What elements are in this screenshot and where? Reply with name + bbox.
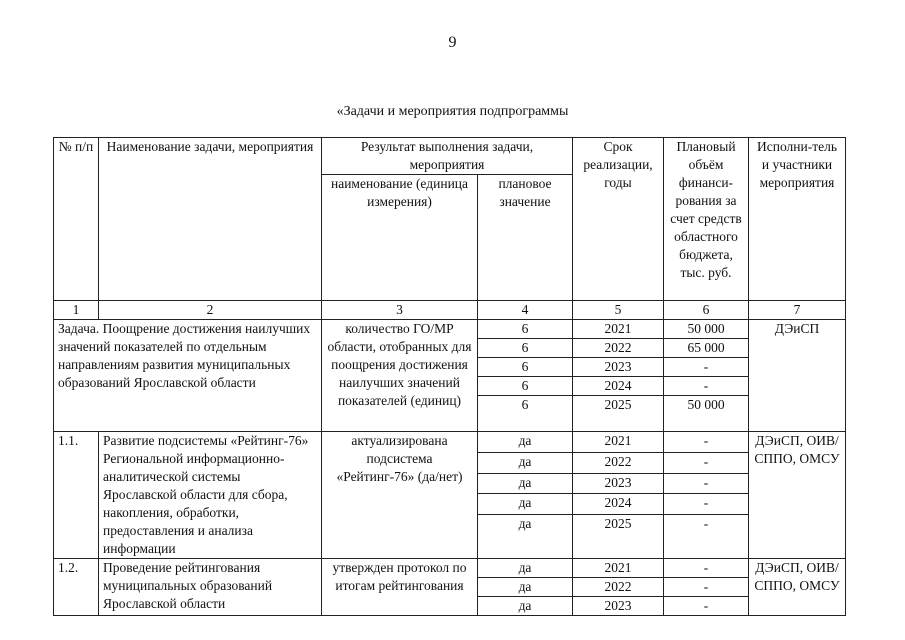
year: 2022 <box>573 339 664 358</box>
planned-value: 6 <box>478 358 573 377</box>
measure-result-name: утвержден протокол по итогам рейтингования <box>322 559 478 616</box>
year: 2021 <box>573 320 664 339</box>
planned-value: 6 <box>478 339 573 358</box>
year: 2024 <box>573 494 664 515</box>
funding: - <box>664 473 749 494</box>
year: 2022 <box>573 452 664 473</box>
planned-value: да <box>478 432 573 453</box>
section-heading: «Задачи и мероприятия подпрограммы <box>336 104 569 119</box>
year: 2023 <box>573 597 664 616</box>
funding: - <box>664 494 749 515</box>
planned-value: 6 <box>478 377 573 396</box>
funding: - <box>664 358 749 377</box>
header-row <box>54 138 846 175</box>
measure-executor: ДЭиСП, ОИВ/СППО, ОМСУ <box>749 432 846 559</box>
measure-executor: ДЭиСП, ОИВ/СППО, ОМСУ <box>749 559 846 616</box>
planned-value: 6 <box>478 396 573 432</box>
measure-result-name: актуализирована подсистема «Рейтинг-76» (да/нет) <box>322 432 478 559</box>
planned-value: 6 <box>478 320 573 339</box>
header-executor: Исполни-тель и участники мероприятия <box>749 138 846 301</box>
column-number-row <box>54 301 846 320</box>
year: 2023 <box>573 358 664 377</box>
header-result-value: плановое значение <box>478 175 573 301</box>
year: 2025 <box>573 396 664 432</box>
header-funding: Плановый объём финанси-рования за счет средств областного бюджета, тыс. руб. <box>664 138 749 301</box>
header-name: Наименование задачи, мероприятия <box>99 138 322 301</box>
year: 2021 <box>573 559 664 578</box>
funding: 50 000 <box>664 320 749 339</box>
funding: - <box>664 578 749 597</box>
planned-value: да <box>478 578 573 597</box>
planned-value: да <box>478 597 573 616</box>
measure-name: Развитие подсистемы «Рейтинг-76» Региональной информационно-аналитической системы Ярославской области для сбора, накопления, обработки, предоставления и анализа информации <box>99 432 322 559</box>
measure-name: Проведение рейтингования муниципальных образований Ярославской области <box>99 559 322 616</box>
funding: 50 000 <box>664 396 749 432</box>
planned-value: да <box>478 494 573 515</box>
column-number: 4 <box>478 301 573 320</box>
funding: - <box>664 559 749 578</box>
planned-value: да <box>478 515 573 559</box>
column-number: 1 <box>54 301 99 320</box>
measure-row <box>54 559 846 578</box>
task-executor: ДЭиСП <box>749 320 846 432</box>
year: 2022 <box>573 578 664 597</box>
column-number: 5 <box>573 301 664 320</box>
year: 2025 <box>573 515 664 559</box>
tasks-table <box>53 137 846 616</box>
header-result-name: наименование (единица измерения) <box>322 175 478 301</box>
year: 2021 <box>573 432 664 453</box>
planned-value: да <box>478 559 573 578</box>
page-number: 9 <box>448 34 457 51</box>
measure-row <box>54 432 846 453</box>
measure-number: 1.2. <box>54 559 99 616</box>
planned-value: да <box>478 473 573 494</box>
funding: - <box>664 597 749 616</box>
funding: - <box>664 377 749 396</box>
measure-number: 1.1. <box>54 432 99 559</box>
column-number: 2 <box>99 301 322 320</box>
header-number: № п/п <box>54 138 99 301</box>
task-name: Задача. Поощрение достижения наилучших значений показателей по отдельным направлениям развития муниципальных образований Ярославской области <box>54 320 322 432</box>
funding: - <box>664 515 749 559</box>
year: 2024 <box>573 377 664 396</box>
planned-value: да <box>478 452 573 473</box>
task-row <box>54 320 846 339</box>
header-result-group: Результат выполнения задачи, мероприятия <box>322 138 573 175</box>
task-result-name: количество ГО/МР области, отобранных для поощрения достижения наилучших значений показателей (единиц) <box>322 320 478 432</box>
header-period: Срок реализации, годы <box>573 138 664 301</box>
column-number: 7 <box>749 301 846 320</box>
year: 2023 <box>573 473 664 494</box>
funding: - <box>664 432 749 453</box>
column-number: 6 <box>664 301 749 320</box>
column-number: 3 <box>322 301 478 320</box>
funding: - <box>664 452 749 473</box>
funding: 65 000 <box>664 339 749 358</box>
